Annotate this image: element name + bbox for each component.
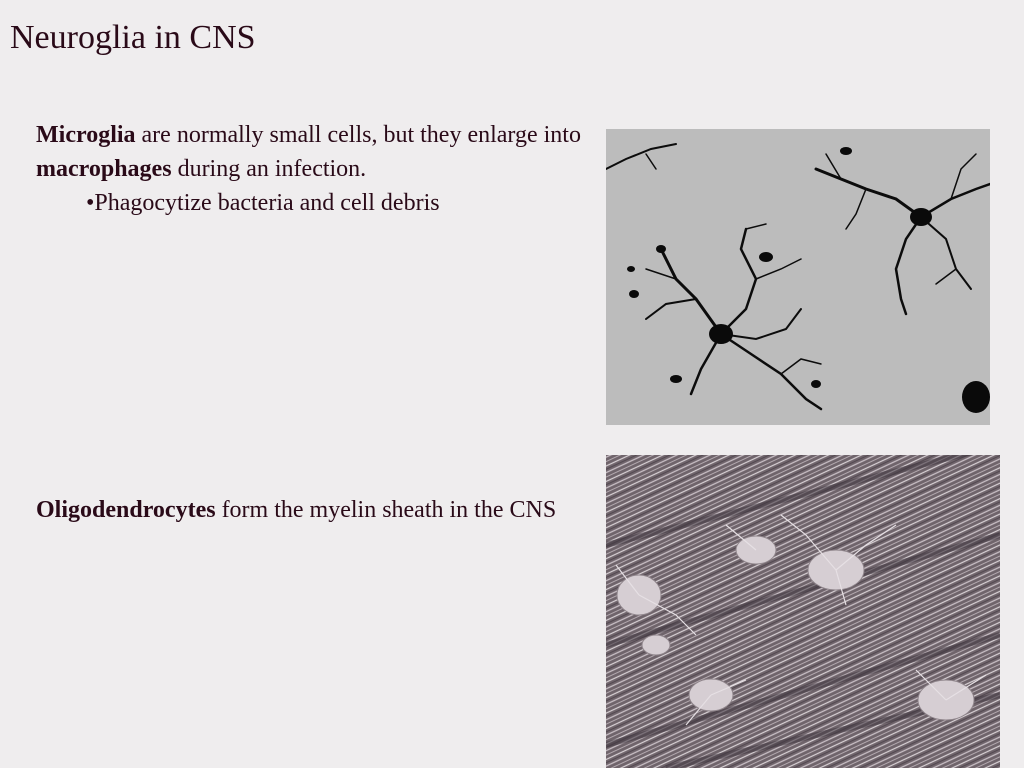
microglia-bullet: •Phagocytize bacteria and cell debris (86, 190, 440, 216)
oligodendrocytes-text-block (36, 493, 596, 527)
page-title: Neuroglia in CNS (10, 19, 256, 56)
oligodendrocyte-sem-micrograph-icon (606, 455, 1000, 768)
oligodendrocytes-term: Oligodendrocytes (36, 497, 216, 523)
oligodendrocytes-description: form the myelin sheath in the CNS (215, 497, 557, 523)
macrophages-term: macrophages (36, 156, 172, 182)
microglia-term: Microglia (36, 122, 136, 148)
microglia-micrograph-icon (606, 129, 990, 425)
microglia-micrograph-image (606, 129, 990, 425)
microglia-description-1: are normally small cells, but they enlarge into (135, 122, 581, 148)
microglia-text-block (36, 118, 596, 220)
oligodendrocyte-sem-image (606, 455, 1000, 768)
microglia-description-2: during an infection. (171, 156, 367, 182)
